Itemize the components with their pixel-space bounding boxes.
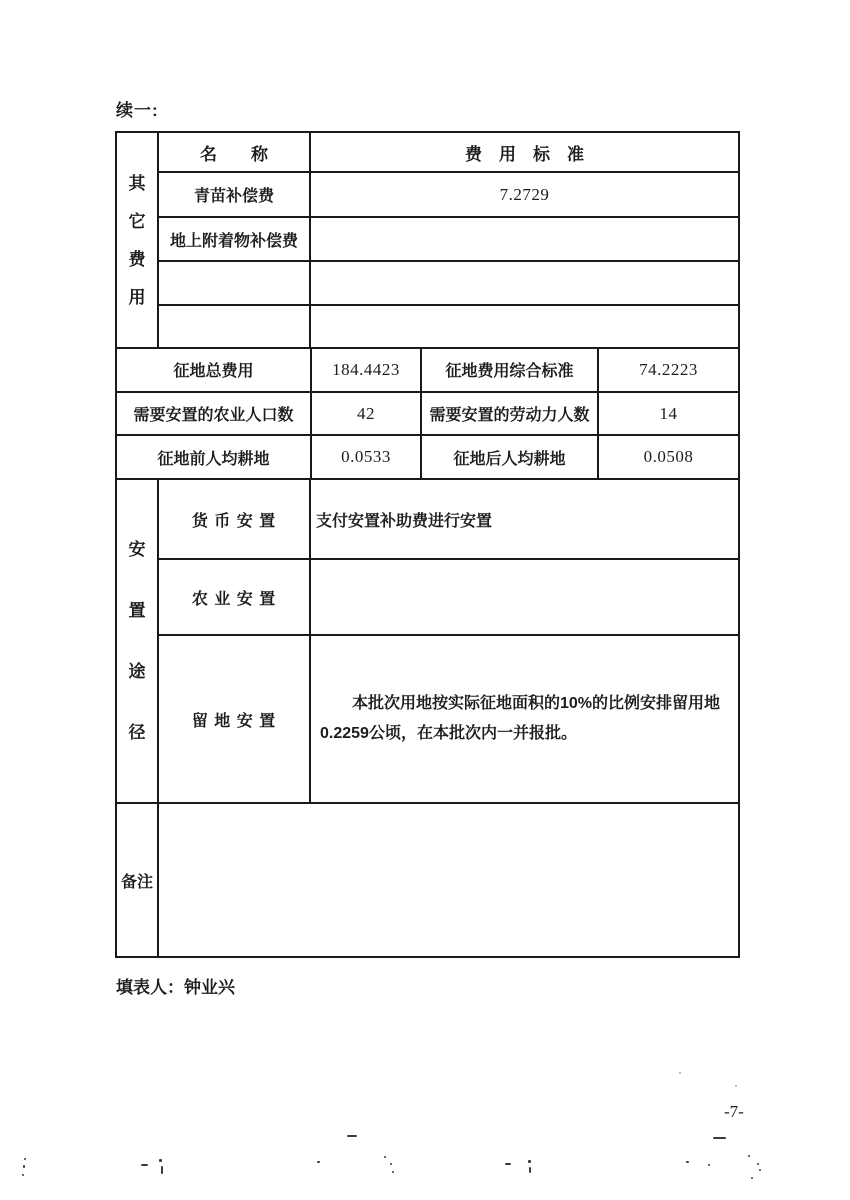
summary-section: [117, 349, 738, 480]
group-label-char: 置: [128, 601, 146, 620]
resettlement-content-cell: [311, 636, 738, 802]
summary-value-cell: 0.0533: [312, 436, 422, 478]
table-row: [159, 636, 738, 802]
fee-value-cell: [311, 262, 738, 304]
column-header-fee-standard: 费 用 标 准: [465, 144, 584, 164]
scan-speck: [528, 1160, 531, 1163]
remarks-section: [117, 804, 738, 956]
scan-speck: [757, 1163, 759, 1165]
summary-label-cell: 征地费用综合标准: [422, 349, 599, 391]
column-header-name: 名 称: [159, 133, 311, 171]
resettlement-content-cell: 支付安置补助费进行安置: [316, 512, 493, 530]
scan-speck: [505, 1163, 511, 1165]
scan-speck: [708, 1164, 710, 1166]
summary-value-cell: 14: [659, 403, 678, 423]
group-label-char: 径: [128, 723, 146, 742]
scan-speck: [751, 1177, 753, 1179]
scan-speck: [159, 1159, 162, 1162]
resettlement-grid: [159, 480, 738, 802]
scan-speck: [317, 1161, 320, 1163]
scan-speck: [713, 1137, 726, 1139]
remarks-content-cell: [159, 804, 738, 956]
summary-label-cell: 需要安置的农业人口数: [117, 393, 312, 435]
land-expropriation-fee-table: [115, 131, 740, 958]
group-label-char: 其: [128, 173, 146, 193]
summary-label-cell: 征地总费用: [117, 349, 312, 391]
scan-speck: [384, 1156, 386, 1158]
fee-name-cell: [159, 306, 311, 347]
scan-speck: [679, 1072, 681, 1074]
resettlement-section: [117, 480, 738, 804]
summary-value-cell: 0.0508: [643, 447, 694, 467]
scan-speck: [161, 1166, 163, 1174]
scan-speck: [748, 1155, 750, 1157]
group-label-char: 费: [128, 249, 146, 269]
fee-name-cell: 地上附着物补偿费: [159, 218, 311, 260]
table-header-row: [159, 133, 738, 173]
scan-speck: [347, 1135, 357, 1137]
resettlement-method-cell: 农 业 安 置: [159, 560, 311, 634]
scan-speck: [141, 1164, 148, 1166]
summary-label-cell: 需要安置的劳动力人数: [422, 393, 599, 435]
scan-speck: [686, 1161, 689, 1163]
scan-speck: [24, 1158, 26, 1160]
fee-value-cell: [311, 306, 738, 347]
scan-speck: [23, 1165, 25, 1168]
remarks-label: 备注: [117, 804, 159, 956]
summary-label-cell: 征地后人均耕地: [422, 436, 599, 478]
table-row: [117, 393, 738, 437]
summary-label-cell: 征地前人均耕地: [117, 436, 312, 478]
fee-name-cell: [159, 262, 311, 304]
scan-speck: [392, 1171, 394, 1173]
resettlement-method-cell: 留 地 安 置: [159, 636, 311, 802]
fee-value-cell: [311, 218, 738, 260]
group-label-char: 用: [128, 287, 146, 307]
table-row: [159, 173, 738, 218]
table-row: [159, 262, 738, 306]
table-row: [159, 306, 738, 347]
scan-speck: [529, 1167, 531, 1173]
summary-value-cell: 74.2223: [639, 359, 698, 379]
other-fees-group-label: [117, 133, 159, 347]
table-row: [117, 436, 738, 478]
scan-speck: [390, 1163, 392, 1165]
table-row: [117, 349, 738, 393]
fee-value-cell: 7.2729: [499, 184, 550, 204]
scan-speck: [22, 1174, 24, 1176]
group-label-char: 安: [128, 540, 146, 559]
group-label-char: 途: [128, 662, 146, 681]
resettlement-group-label: [117, 480, 159, 802]
table-row: [159, 480, 738, 560]
scan-speck: [759, 1169, 761, 1171]
table-row: [159, 218, 738, 262]
form-filler-name: 钟业兴: [184, 978, 235, 997]
form-filler-line: [116, 973, 235, 998]
continuation-label: 续一:: [116, 101, 159, 120]
fee-name-cell: 青苗补偿费: [159, 173, 311, 216]
form-filler-label: 填表人：: [116, 978, 184, 997]
resettlement-content-cell: [311, 560, 738, 634]
page-number: -7-: [724, 1102, 744, 1121]
other-fees-grid: [159, 133, 738, 347]
scan-speck: [735, 1085, 737, 1087]
table-row: [159, 560, 738, 636]
summary-value-cell: 42: [312, 393, 422, 435]
resettlement-method-cell: 货 币 安 置: [159, 480, 311, 558]
group-label-char: 它: [128, 211, 146, 231]
land-retention-text: 本批次用地按实际征地面积的10%的比例安排留用地0.2259公顷，在本批次内一并报批。: [320, 695, 721, 742]
summary-value-cell: 184.4423: [312, 349, 422, 391]
other-fees-section: [117, 133, 738, 349]
